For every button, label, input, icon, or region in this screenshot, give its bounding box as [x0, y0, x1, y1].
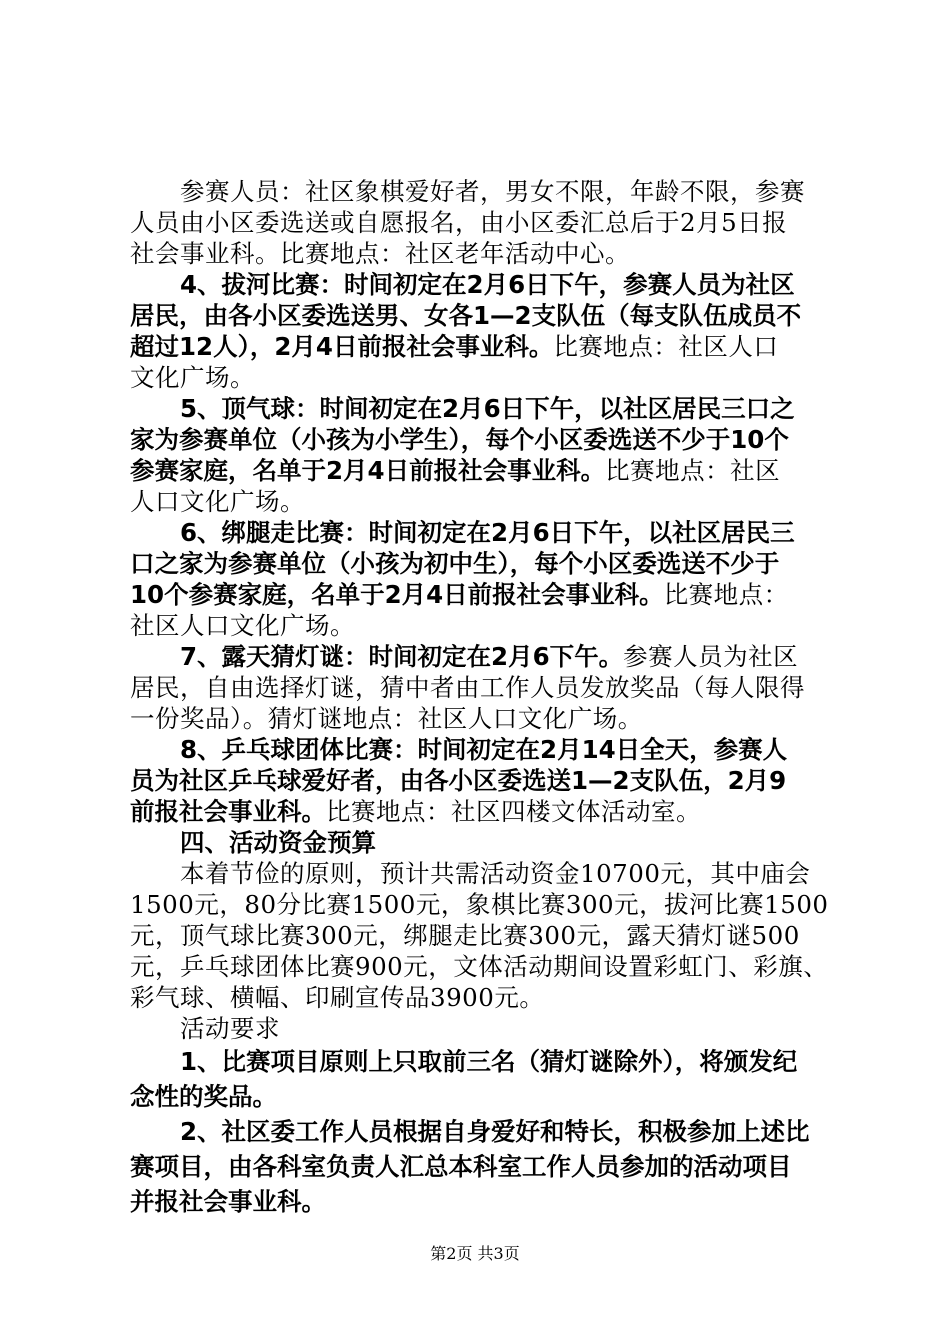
text-line: 一份奖品）。猜灯谜地点：社区人口文化广场。: [130, 704, 643, 733]
text-line: 2、社区委工作人员根据自身爱好和特长，积极参加上述比: [180, 1117, 810, 1146]
text-line: 前报社会事业科。比赛地点：社区四楼文体活动室。: [130, 797, 701, 826]
text-line: 4、拔河比赛：时间初定在2月6日下午，参赛人员为社区: [180, 270, 795, 299]
text-line: 1、比赛项目原则上只取前三名（猜灯谜除外），将颁发纪: [180, 1047, 798, 1076]
page-footer: [0, 1244, 950, 1264]
text-line: 10个参赛家庭，名单于2月4日前报社会事业科。比赛地点：: [130, 580, 789, 609]
text-line: 社会事业科。比赛地点：社区老年活动中心。: [130, 239, 630, 268]
text-line: 家为参赛单位（小孩为小学生），每个小区委选送不少于10个: [130, 425, 789, 454]
text-line: 参赛家庭，名单于2月4日前报社会事业科。比赛地点：社区: [130, 456, 781, 485]
text-line: 人员由小区委选送或自愿报名，由小区委汇总后于2月5日报: [130, 208, 788, 237]
text-line: 文化广场。: [130, 363, 255, 392]
text-line: 社区人口文化广场。: [130, 611, 355, 640]
text-line: 7、露天猜灯谜：时间初定在2月6下午。参赛人员为社区: [180, 642, 799, 671]
page-number-label: 第2页 共3页: [430, 1244, 520, 1263]
text-line: 员为社区乒乓球爱好者，由各小区委选送1—2支队伍，2月9: [130, 766, 787, 795]
text-line: 人口文化广场。: [130, 487, 305, 516]
text-line: 口之家为参赛单位（小孩为初中生），每个小区委选送不少于: [130, 549, 780, 578]
section-heading: 四、活动资金预算: [180, 828, 376, 857]
text-line: 居民，自由选择灯谜，猜中者由工作人员发放奖品（每人限得: [130, 673, 805, 702]
document-body: [130, 176, 840, 1219]
text-line: 6、绑腿走比赛：时间初定在2月6日下午，以社区居民三: [180, 518, 795, 547]
text-line: 超过12人），2月4日前报社会事业科。比赛地点：社区人口: [130, 332, 779, 361]
text-line: 8、乒乓球团体比赛：时间初定在2月14日全天，参赛人: [180, 735, 788, 764]
text-line: 念性的奖品。: [130, 1082, 277, 1111]
text-line: 元，顶气球比赛300元，绑腿走比赛300元，露天猜灯谜500: [130, 921, 800, 950]
text-line: 参赛人员：社区象棋爱好者，男女不限，年龄不限，参赛: [180, 177, 805, 206]
text-line: 并报社会事业科。: [130, 1187, 326, 1216]
text-line: 5、顶气球：时间初定在2月6日下午，以社区居民三口之: [180, 394, 795, 423]
text-line: 赛项目，由各科室负责人汇总本科室工作人员参加的活动项目: [130, 1152, 792, 1181]
text-line: 1500元，80分比赛1500元，象棋比赛300元，拔河比赛1500: [130, 890, 829, 919]
text-line: 彩气球、横幅、印刷宣传品3900元。: [130, 983, 545, 1012]
text-line: 居民，由各小区委选送男、女各1—2支队伍（每支队伍成员不: [130, 301, 802, 330]
text-line: 本着节俭的原则，预计共需活动资金10700元，其中庙会: [180, 859, 811, 888]
section-heading: 活动要求: [180, 1014, 280, 1043]
text-line: 元，乒乓球团体比赛900元，文体活动期间设置彩虹门、彩旗、: [130, 952, 829, 981]
